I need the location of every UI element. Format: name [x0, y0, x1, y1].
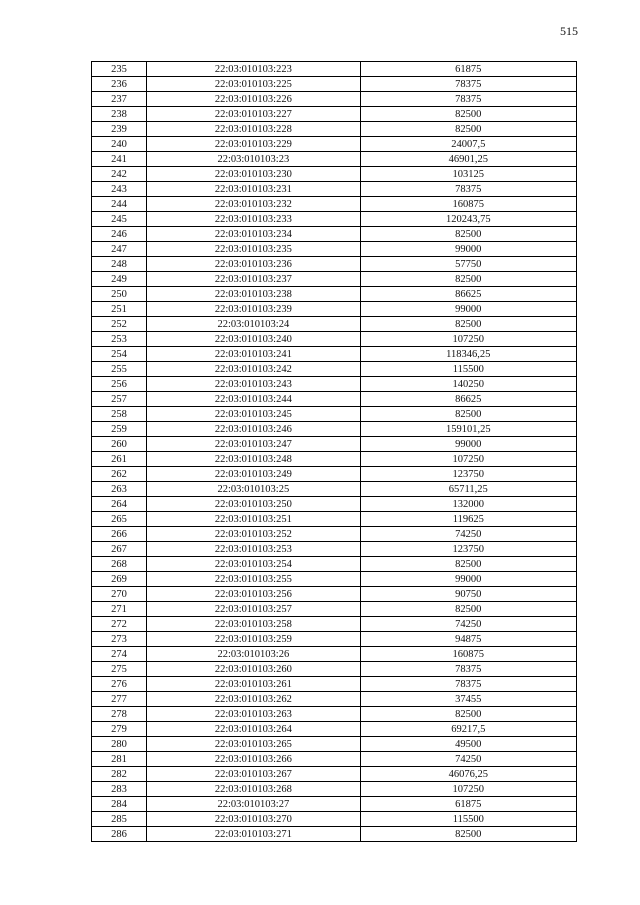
table-row	[92, 62, 577, 77]
cadastral-number-cell: 22:03:010103:267	[147, 767, 360, 782]
cadastral-number-cell: 22:03:010103:223	[147, 62, 360, 77]
row-number-cell: 238	[92, 107, 147, 122]
value-cell: 49500	[360, 737, 576, 752]
cadastral-number-cell: 22:03:010103:245	[147, 407, 360, 422]
value-cell: 82500	[360, 317, 576, 332]
row-number-cell: 274	[92, 647, 147, 662]
cadastral-number-cell: 22:03:010103:250	[147, 497, 360, 512]
value-cell: 159101,25	[360, 422, 576, 437]
value-cell: 78375	[360, 677, 576, 692]
table-row	[92, 737, 577, 752]
cadastral-number-cell: 22:03:010103:260	[147, 662, 360, 677]
table-row	[92, 677, 577, 692]
value-cell: 119625	[360, 512, 576, 527]
cadastral-number-cell: 22:03:010103:27	[147, 797, 360, 812]
value-cell: 78375	[360, 182, 576, 197]
value-cell: 132000	[360, 497, 576, 512]
table-row	[92, 287, 577, 302]
table-row	[92, 422, 577, 437]
value-cell: 103125	[360, 167, 576, 182]
value-cell: 90750	[360, 587, 576, 602]
value-cell: 78375	[360, 77, 576, 92]
cadastral-number-cell: 22:03:010103:236	[147, 257, 360, 272]
row-number-cell: 273	[92, 632, 147, 647]
value-cell: 82500	[360, 602, 576, 617]
value-cell: 160875	[360, 647, 576, 662]
row-number-cell: 242	[92, 167, 147, 182]
cadastral-number-cell: 22:03:010103:23	[147, 152, 360, 167]
row-number-cell: 245	[92, 212, 147, 227]
table-row	[92, 452, 577, 467]
row-number-cell: 252	[92, 317, 147, 332]
table-row	[92, 317, 577, 332]
value-cell: 24007,5	[360, 137, 576, 152]
table-row	[92, 437, 577, 452]
value-cell: 74250	[360, 617, 576, 632]
table-row	[92, 752, 577, 767]
row-number-cell: 269	[92, 572, 147, 587]
value-cell: 82500	[360, 707, 576, 722]
value-cell: 115500	[360, 362, 576, 377]
table-row	[92, 782, 577, 797]
value-cell: 46076,25	[360, 767, 576, 782]
table-row	[92, 692, 577, 707]
value-cell: 99000	[360, 302, 576, 317]
value-cell: 82500	[360, 407, 576, 422]
row-number-cell: 263	[92, 482, 147, 497]
table-row	[92, 632, 577, 647]
value-cell: 78375	[360, 92, 576, 107]
cadastral-number-cell: 22:03:010103:256	[147, 587, 360, 602]
row-number-cell: 270	[92, 587, 147, 602]
value-cell: 107250	[360, 782, 576, 797]
table-row	[92, 662, 577, 677]
value-cell: 61875	[360, 797, 576, 812]
cadastral-number-cell: 22:03:010103:246	[147, 422, 360, 437]
row-number-cell: 237	[92, 92, 147, 107]
table-row	[92, 482, 577, 497]
row-number-cell: 271	[92, 602, 147, 617]
value-cell: 140250	[360, 377, 576, 392]
row-number-cell: 281	[92, 752, 147, 767]
cadastral-number-cell: 22:03:010103:239	[147, 302, 360, 317]
cadastral-number-cell: 22:03:010103:268	[147, 782, 360, 797]
cadastral-number-cell: 22:03:010103:229	[147, 137, 360, 152]
value-cell: 86625	[360, 392, 576, 407]
row-number-cell: 261	[92, 452, 147, 467]
table-row	[92, 497, 577, 512]
table-row	[92, 167, 577, 182]
value-cell: 69217,5	[360, 722, 576, 737]
row-number-cell: 241	[92, 152, 147, 167]
cadastral-number-cell: 22:03:010103:235	[147, 242, 360, 257]
value-cell: 107250	[360, 452, 576, 467]
table-row	[92, 392, 577, 407]
cadastral-number-cell: 22:03:010103:227	[147, 107, 360, 122]
row-number-cell: 266	[92, 527, 147, 542]
row-number-cell: 278	[92, 707, 147, 722]
cadastral-number-cell: 22:03:010103:271	[147, 827, 360, 842]
row-number-cell: 258	[92, 407, 147, 422]
table-row	[92, 557, 577, 572]
table-row	[92, 212, 577, 227]
value-cell: 86625	[360, 287, 576, 302]
row-number-cell: 246	[92, 227, 147, 242]
row-number-cell: 250	[92, 287, 147, 302]
value-cell: 78375	[360, 662, 576, 677]
table-row	[92, 302, 577, 317]
row-number-cell: 248	[92, 257, 147, 272]
value-cell: 94875	[360, 632, 576, 647]
row-number-cell: 249	[92, 272, 147, 287]
table-row	[92, 257, 577, 272]
cadastral-number-cell: 22:03:010103:252	[147, 527, 360, 542]
table-row	[92, 347, 577, 362]
row-number-cell: 254	[92, 347, 147, 362]
row-number-cell: 255	[92, 362, 147, 377]
table-row	[92, 182, 577, 197]
row-number-cell: 268	[92, 557, 147, 572]
cadastral-number-cell: 22:03:010103:251	[147, 512, 360, 527]
value-cell: 82500	[360, 227, 576, 242]
table-row	[92, 572, 577, 587]
row-number-cell: 236	[92, 77, 147, 92]
row-number-cell: 259	[92, 422, 147, 437]
row-number-cell: 262	[92, 467, 147, 482]
cadastral-number-cell: 22:03:010103:237	[147, 272, 360, 287]
cadastral-number-cell: 22:03:010103:266	[147, 752, 360, 767]
row-number-cell: 279	[92, 722, 147, 737]
table-row	[92, 602, 577, 617]
row-number-cell: 275	[92, 662, 147, 677]
cadastral-number-cell: 22:03:010103:234	[147, 227, 360, 242]
row-number-cell: 253	[92, 332, 147, 347]
cadastral-number-cell: 22:03:010103:225	[147, 77, 360, 92]
table-row	[92, 107, 577, 122]
cadastral-number-cell: 22:03:010103:249	[147, 467, 360, 482]
cadastral-number-cell: 22:03:010103:228	[147, 122, 360, 137]
table-row	[92, 647, 577, 662]
table-row	[92, 332, 577, 347]
page-number: 515	[560, 24, 578, 38]
table-row	[92, 242, 577, 257]
value-cell: 118346,25	[360, 347, 576, 362]
row-number-cell: 283	[92, 782, 147, 797]
table-body	[92, 62, 577, 842]
value-cell: 120243,75	[360, 212, 576, 227]
table-row	[92, 362, 577, 377]
cadastral-number-cell: 22:03:010103:238	[147, 287, 360, 302]
cadastral-number-cell: 22:03:010103:243	[147, 377, 360, 392]
cadastral-number-cell: 22:03:010103:262	[147, 692, 360, 707]
value-cell: 123750	[360, 542, 576, 557]
row-number-cell: 286	[92, 827, 147, 842]
row-number-cell: 276	[92, 677, 147, 692]
table-row	[92, 122, 577, 137]
table-row	[92, 587, 577, 602]
cadastral-number-cell: 22:03:010103:232	[147, 197, 360, 212]
row-number-cell: 277	[92, 692, 147, 707]
cadastral-number-cell: 22:03:010103:253	[147, 542, 360, 557]
value-cell: 99000	[360, 437, 576, 452]
table-row	[92, 152, 577, 167]
value-cell: 82500	[360, 557, 576, 572]
row-number-cell: 285	[92, 812, 147, 827]
cadastral-number-cell: 22:03:010103:255	[147, 572, 360, 587]
row-number-cell: 247	[92, 242, 147, 257]
table-row	[92, 827, 577, 842]
table-row	[92, 617, 577, 632]
cadastral-number-cell: 22:03:010103:263	[147, 707, 360, 722]
value-cell: 82500	[360, 827, 576, 842]
table-row	[92, 467, 577, 482]
value-cell: 82500	[360, 107, 576, 122]
table-row	[92, 797, 577, 812]
table-row	[92, 227, 577, 242]
value-cell: 123750	[360, 467, 576, 482]
value-cell: 82500	[360, 272, 576, 287]
table-row	[92, 722, 577, 737]
data-table	[91, 61, 577, 842]
cadastral-number-cell: 22:03:010103:25	[147, 482, 360, 497]
cadastral-number-cell: 22:03:010103:257	[147, 602, 360, 617]
row-number-cell: 282	[92, 767, 147, 782]
row-number-cell: 265	[92, 512, 147, 527]
value-cell: 160875	[360, 197, 576, 212]
table-row	[92, 77, 577, 92]
row-number-cell: 257	[92, 392, 147, 407]
table-row	[92, 407, 577, 422]
value-cell: 74250	[360, 752, 576, 767]
cadastral-number-cell: 22:03:010103:240	[147, 332, 360, 347]
cadastral-number-cell: 22:03:010103:233	[147, 212, 360, 227]
row-number-cell: 239	[92, 122, 147, 137]
value-cell: 65711,25	[360, 482, 576, 497]
row-number-cell: 243	[92, 182, 147, 197]
table-row	[92, 812, 577, 827]
row-number-cell: 260	[92, 437, 147, 452]
table-row	[92, 512, 577, 527]
table-row	[92, 527, 577, 542]
cadastral-number-cell: 22:03:010103:259	[147, 632, 360, 647]
cadastral-number-cell: 22:03:010103:241	[147, 347, 360, 362]
value-cell: 115500	[360, 812, 576, 827]
cadastral-number-cell: 22:03:010103:230	[147, 167, 360, 182]
cadastral-number-cell: 22:03:010103:26	[147, 647, 360, 662]
table-row	[92, 542, 577, 557]
cadastral-number-cell: 22:03:010103:261	[147, 677, 360, 692]
cadastral-number-cell: 22:03:010103:24	[147, 317, 360, 332]
value-cell: 57750	[360, 257, 576, 272]
table-row	[92, 272, 577, 287]
cadastral-number-cell: 22:03:010103:270	[147, 812, 360, 827]
row-number-cell: 244	[92, 197, 147, 212]
row-number-cell: 235	[92, 62, 147, 77]
cadastral-number-cell: 22:03:010103:231	[147, 182, 360, 197]
cadastral-number-cell: 22:03:010103:264	[147, 722, 360, 737]
cadastral-number-cell: 22:03:010103:244	[147, 392, 360, 407]
row-number-cell: 240	[92, 137, 147, 152]
table-row	[92, 707, 577, 722]
value-cell: 46901,25	[360, 152, 576, 167]
row-number-cell: 280	[92, 737, 147, 752]
value-cell: 61875	[360, 62, 576, 77]
row-number-cell: 267	[92, 542, 147, 557]
cadastral-number-cell: 22:03:010103:247	[147, 437, 360, 452]
value-cell: 74250	[360, 527, 576, 542]
row-number-cell: 272	[92, 617, 147, 632]
cadastral-number-cell: 22:03:010103:265	[147, 737, 360, 752]
table-row	[92, 137, 577, 152]
row-number-cell: 264	[92, 497, 147, 512]
row-number-cell: 251	[92, 302, 147, 317]
cadastral-number-cell: 22:03:010103:254	[147, 557, 360, 572]
row-number-cell: 256	[92, 377, 147, 392]
value-cell: 107250	[360, 332, 576, 347]
table-row	[92, 197, 577, 212]
cadastral-number-cell: 22:03:010103:242	[147, 362, 360, 377]
table-row	[92, 377, 577, 392]
value-cell: 82500	[360, 122, 576, 137]
value-cell: 99000	[360, 242, 576, 257]
row-number-cell: 284	[92, 797, 147, 812]
cadastral-number-cell: 22:03:010103:226	[147, 92, 360, 107]
value-cell: 37455	[360, 692, 576, 707]
cadastral-number-cell: 22:03:010103:248	[147, 452, 360, 467]
cadastral-number-cell: 22:03:010103:258	[147, 617, 360, 632]
table-row	[92, 767, 577, 782]
value-cell: 99000	[360, 572, 576, 587]
table-row	[92, 92, 577, 107]
